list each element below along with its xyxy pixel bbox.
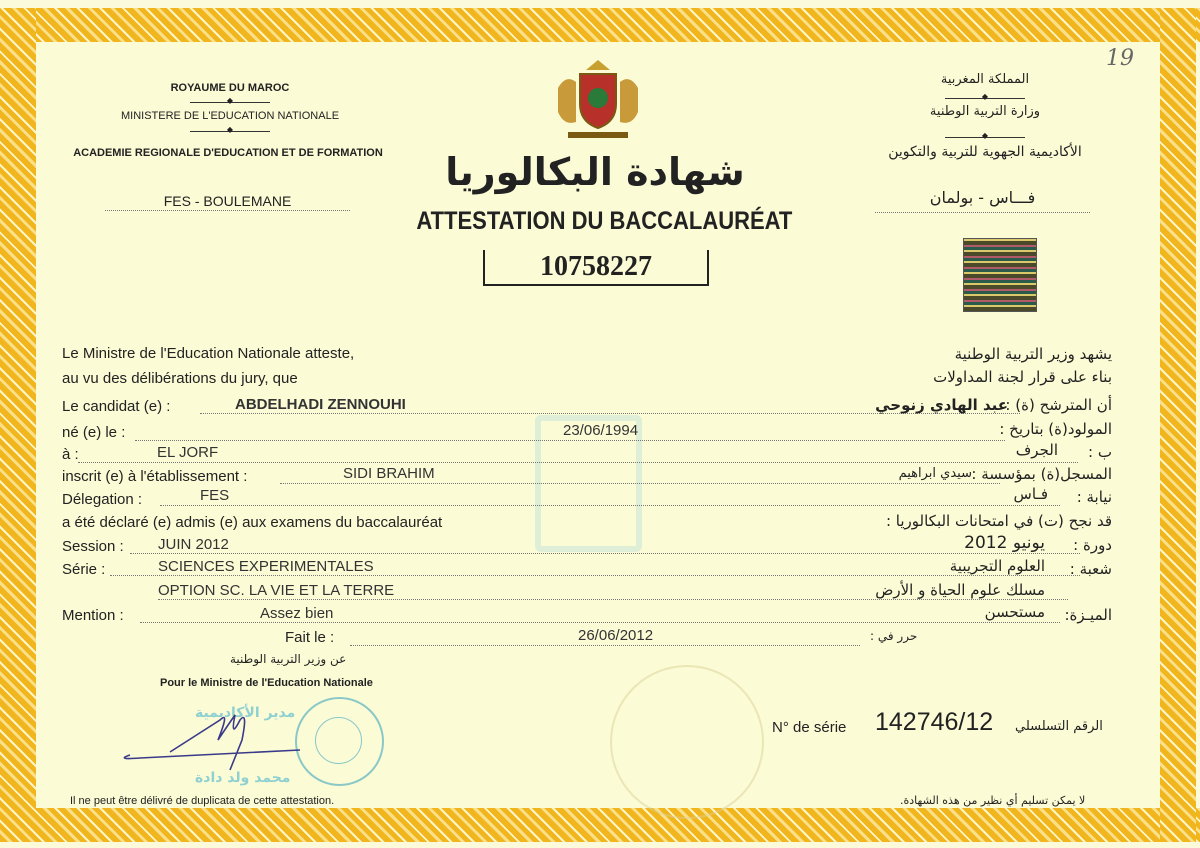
decorative-border-bottom: [0, 808, 1200, 842]
no-duplicate-note-ar: لا يمكن تسليم أي نظير من هذه الشهادة.: [900, 794, 1086, 807]
session-label-fr: Session :: [62, 538, 124, 555]
ministry-ar: وزارة التربية الوطنية: [929, 104, 1041, 119]
delegation-label-fr: Délegation :: [62, 491, 143, 508]
candidate-name-fr: ABDELHADI ZENNOUHI: [235, 396, 406, 413]
session-value-ar: يونيو 2012: [964, 533, 1045, 553]
header-separator: [945, 137, 1025, 138]
admitted-statement-fr: a été déclaré (e) admis (e) aux examens du baccalauréat: [62, 514, 443, 531]
delegation-label-ar: نيابة :: [1076, 488, 1112, 506]
dotted-line: [78, 462, 1078, 463]
intro-fr-line2: au vu des délibérations du jury, que: [62, 370, 298, 387]
dotted-line: [110, 575, 1080, 576]
option-value-ar: مسلك علوم الحياة و الأرض: [875, 581, 1045, 599]
intro-fr-line1: Le Ministre de l'Education Nationale atteste,: [62, 345, 355, 362]
dotted-line: [140, 622, 1060, 623]
signature-icon: [110, 700, 330, 780]
serial-number: 142746/12: [875, 708, 994, 736]
birth-place-label-fr: à :: [62, 446, 79, 463]
title-french: ATTESTATION DU BACCALAURÉAT: [416, 207, 793, 235]
school-value-fr: SIDI BRAHIM: [343, 465, 435, 482]
region-ar: فـــاس - بولمان: [929, 188, 1036, 207]
school-label-fr: inscrit (e) à l'établissement :: [62, 468, 248, 485]
serie-value-ar: العلوم التجريبية: [949, 557, 1045, 575]
dotted-line: [130, 553, 1080, 554]
mention-label-ar: الميـزة:: [1064, 606, 1112, 624]
royal-emblem-icon: [548, 58, 648, 143]
serie-label-fr: Série :: [62, 561, 106, 578]
title-arabic: شهادة البكالوريا: [445, 150, 745, 194]
kingdom-ar: المملكة المغربية: [940, 72, 1030, 87]
dotted-line: [875, 212, 1090, 213]
ministry-fr: MINISTERE DE L'EDUCATION NATIONALE: [120, 110, 340, 122]
school-label-ar: المسجل(ة) بمؤسسة :: [971, 465, 1112, 483]
dotted-line: [105, 210, 350, 211]
intro-ar-line1: يشهد وزير التربية الوطنية: [954, 345, 1112, 363]
dotted-line: [135, 440, 1005, 441]
candidate-label-fr: Le candidat (e) :: [62, 398, 171, 415]
admitted-statement-ar: قد نجح (ت) في امتحانات البكالوريا :: [885, 512, 1112, 530]
mention-value-fr: Assez bien: [260, 605, 334, 622]
kingdom-fr: ROYAUME DU MAROC: [170, 82, 290, 94]
session-value-fr: JUIN 2012: [158, 536, 229, 553]
birth-place-value-fr: EL JORF: [157, 444, 219, 461]
serial-label-ar: الرقم التسلسلي: [1015, 719, 1103, 734]
candidate-label-ar: أن المترشح (ة) :: [1005, 396, 1112, 414]
no-duplicate-note-fr: Il ne peut être délivré de duplicata de cette attestation.: [70, 795, 335, 807]
for-minister-ar: عن وزير التربية الوطنية: [230, 652, 347, 666]
birth-place-label-ar: ب :: [1088, 443, 1112, 461]
done-on-date: 26/06/2012: [578, 627, 654, 644]
for-minister-fr: Pour le Ministre de l'Education Nationale: [160, 677, 373, 689]
stamp-title-ar: مدير الأكاديمية: [195, 705, 296, 721]
stamp-name-ar: محمد ولد دادة: [195, 770, 291, 786]
academy-ar: الأكاديمية الجهوية للتربية والتكوين: [888, 144, 1082, 160]
dotted-line: [350, 645, 860, 646]
done-on-label-ar: حرر في :: [870, 629, 918, 643]
dotted-line: [280, 483, 1000, 484]
decorative-border-left: [0, 8, 36, 842]
dotted-line: [158, 599, 1068, 600]
header-separator: [190, 102, 270, 103]
mention-label-fr: Mention :: [62, 607, 124, 624]
serial-label-fr: N° de série: [772, 719, 847, 736]
option-value-fr: OPTION SC. LA VIE ET LA TERRE: [158, 582, 395, 599]
birth-date-label-ar: المولود(ة) بتاريخ :: [999, 420, 1112, 438]
decorative-border-top: [0, 8, 1200, 42]
serie-value-fr: SCIENCES EXPERIMENTALES: [158, 558, 374, 575]
serie-label-ar: شعبة :: [1069, 560, 1112, 578]
delegation-value-ar: فـاس: [1013, 485, 1048, 503]
academy-fr: ACADEMIE REGIONALE D'EDUCATION ET DE FORMATION: [73, 147, 383, 159]
hologram-security-sticker: [963, 238, 1037, 312]
birth-date-label-fr: né (e) le :: [62, 424, 126, 441]
candidate-name-ar: عبد الهادي زنوحي: [875, 396, 1008, 414]
certificate-number: 10758227: [483, 250, 709, 286]
session-label-ar: دورة :: [1073, 536, 1112, 554]
mention-value-ar: مستحسن: [984, 603, 1045, 621]
done-on-label-fr: Fait le :: [285, 629, 335, 646]
dotted-line: [160, 505, 1060, 506]
birth-date-value: 23/06/1994: [563, 422, 639, 439]
handwritten-number: 19: [1106, 46, 1134, 71]
header-separator: [945, 98, 1025, 99]
intro-ar-line2: بناء على قرار لجنة المداولات: [933, 368, 1112, 386]
birth-place-value-ar: الجرف: [1015, 441, 1058, 459]
header-separator: [190, 131, 270, 132]
region-fr: FES - BOULEMANE: [163, 193, 292, 209]
school-value-ar: سيدي ابراهيم: [898, 466, 972, 481]
embossed-seal: [610, 665, 764, 819]
delegation-value-fr: FES: [200, 487, 230, 504]
decorative-border-right: [1160, 8, 1196, 842]
